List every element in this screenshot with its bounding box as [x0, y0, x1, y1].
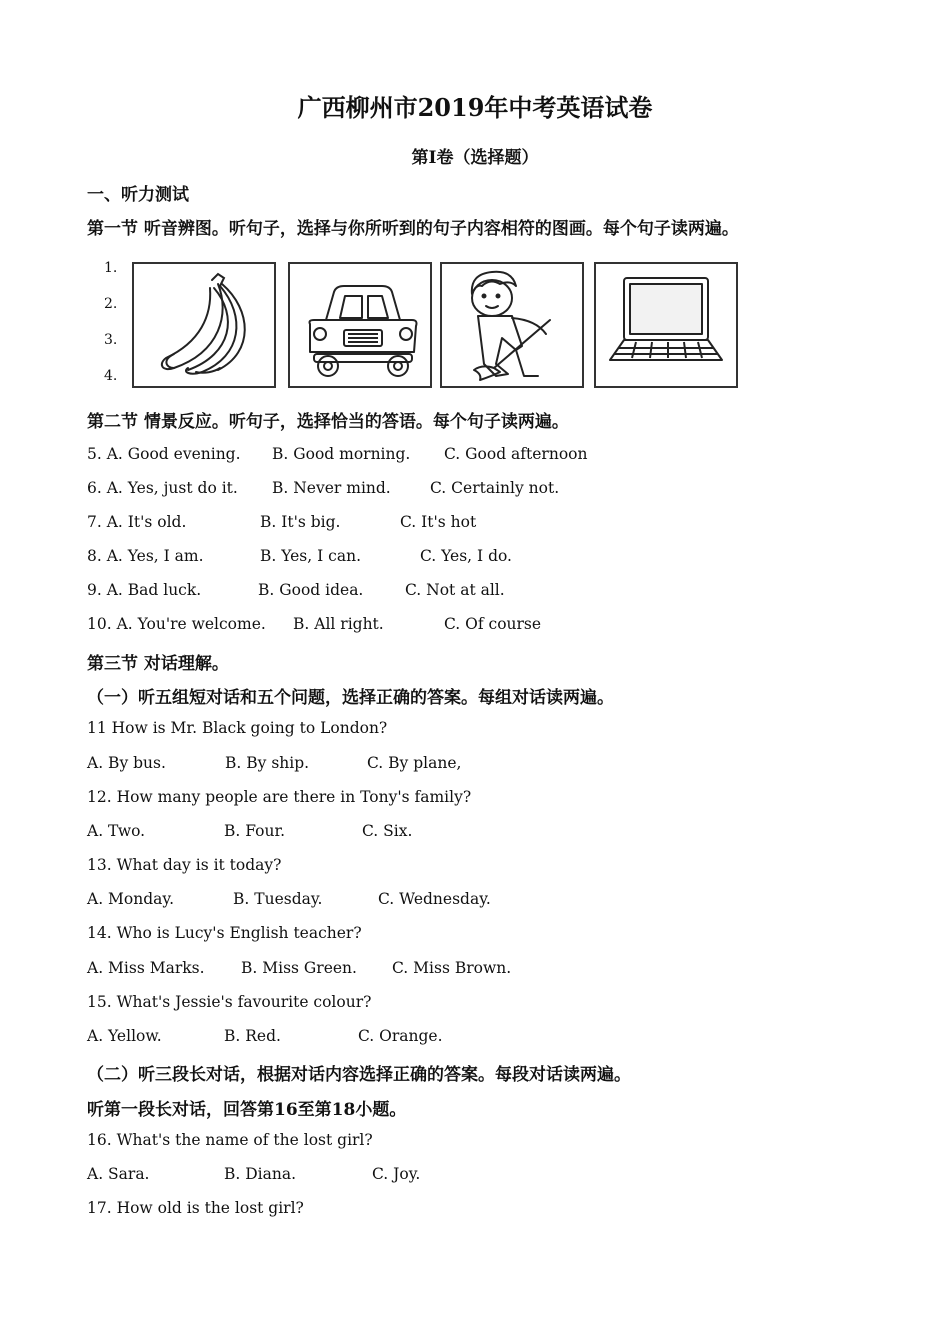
boy-sweeping-icon: [442, 264, 582, 386]
option-a: A. Monday.: [87, 890, 175, 908]
option-b: B. Good idea.: [258, 581, 364, 599]
option-a: A. Two.: [87, 822, 146, 840]
section3-heading: 第三节 对话理解。: [87, 654, 229, 674]
option-c: C. Six.: [362, 822, 413, 840]
figure-number-column: [100, 258, 122, 392]
picture-options-figure: [100, 258, 750, 392]
volume-subtitle: 第I卷（选择题）: [411, 148, 539, 168]
option-b: B. All right.: [293, 615, 384, 633]
option-c: C. Yes, I do.: [420, 547, 512, 565]
option-c: C. Miss Brown.: [392, 959, 512, 977]
bananas-icon: [134, 264, 274, 386]
figure-number: 3.: [104, 332, 118, 348]
option-c: C. Orange.: [358, 1027, 443, 1045]
option-b: B. Yes, I can.: [260, 547, 361, 565]
part-heading-listening: 一、听力测试: [87, 185, 189, 205]
dialog-question: 16. What's the name of the lost girl?: [87, 1131, 373, 1149]
boy-sweeping-picture: [440, 262, 584, 388]
dialog-question: 14. Who is Lucy's English teacher?: [87, 924, 362, 942]
option-c: C. By plane,: [367, 754, 462, 772]
laptop-picture: [594, 262, 738, 388]
bananas-picture: [132, 262, 276, 388]
option-c: C. Of course: [444, 615, 542, 633]
long-dialog-intro: 听第一段长对话，回答第16至第18小题。: [87, 1100, 407, 1120]
option-c: C. Certainly not.: [430, 479, 560, 497]
question-item: 7. A. It's old.: [87, 513, 187, 531]
question-item: 6. A. Yes, just do it.: [87, 479, 238, 497]
option-c: C. Joy.: [372, 1165, 421, 1183]
option-a: A. By bus.: [87, 754, 166, 772]
option-b: B. By ship.: [225, 754, 310, 772]
option-b: B. Diana.: [224, 1165, 297, 1183]
dialog-question: 11 How is Mr. Black going to London?: [87, 719, 388, 737]
sub1-instructions: （一）听五组短对话和五个问题，选择正确的答案。每组对话读两遍。: [87, 688, 614, 708]
section2-instructions: 第二节 情景反应。听句子，选择恰当的答语。每个句子读两遍。: [87, 412, 569, 432]
option-c: C. Wednesday.: [378, 890, 491, 908]
figure-number: 4.: [104, 368, 118, 384]
option-b: B. Miss Green.: [241, 959, 357, 977]
option-a: A. Yellow.: [87, 1027, 162, 1045]
option-b: B. Red.: [224, 1027, 281, 1045]
option-c: C. Not at all.: [405, 581, 505, 599]
dialog-question: 17. How old is the lost girl?: [87, 1199, 304, 1217]
option-b: B. Good morning.: [272, 445, 411, 463]
option-b: B. Tuesday.: [233, 890, 323, 908]
figure-number: 2.: [104, 296, 118, 312]
option-a: A. Miss Marks.: [87, 959, 205, 977]
sub2-instructions: （二）听三段长对话，根据对话内容选择正确的答案。每段对话读两遍。: [87, 1065, 631, 1085]
option-b: B. Never mind.: [272, 479, 391, 497]
dialog-question: 15. What's Jessie's favourite colour?: [87, 993, 372, 1011]
laptop-icon: [596, 264, 736, 386]
car-picture: [288, 262, 432, 388]
dialog-question: 12. How many people are there in Tony's family?: [87, 788, 472, 806]
figure-number: 1.: [104, 260, 118, 276]
question-item: 8. A. Yes, I am.: [87, 547, 204, 565]
question-item: 9. A. Bad luck.: [87, 581, 202, 599]
section1-instructions: 第一节 听音辨图。听句子，选择与你所听到的句子内容相符的图画。每个句子读两遍。: [87, 219, 739, 239]
question-item: 5. A. Good evening.: [87, 445, 241, 463]
question-item: 10. A. You're welcome.: [87, 615, 266, 633]
car-icon: [290, 264, 430, 386]
dialog-question: 13. What day is it today?: [87, 856, 282, 874]
option-b: B. Four.: [224, 822, 286, 840]
option-c: C. It's hot: [400, 513, 477, 531]
option-a: A. Sara.: [87, 1165, 150, 1183]
option-c: C. Good afternoon: [444, 445, 588, 463]
page-title: 广西柳州市2019年中考英语试卷: [297, 93, 653, 122]
option-b: B. It's big.: [260, 513, 341, 531]
